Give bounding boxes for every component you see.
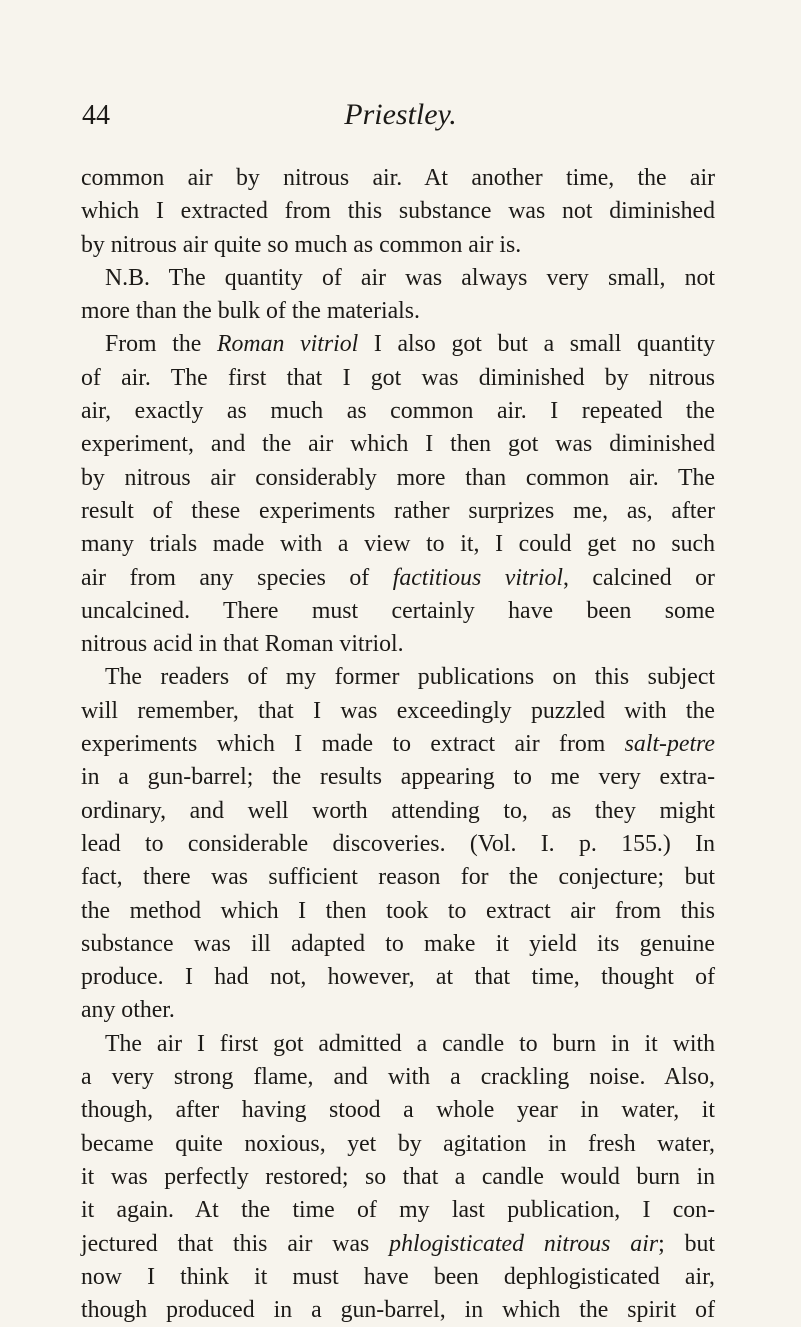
text-line: more than the bulk of the materials.	[81, 298, 421, 325]
text-line: experiments which I made to extract air from salt-petre	[81, 731, 715, 758]
text-line: any other.	[81, 997, 175, 1024]
text-line: by nitrous air considerably more than common air. The	[81, 464, 715, 491]
text-line: though, after having stood a whole year in water, it	[81, 1097, 715, 1124]
text-line: air, exactly as much as common air. I repeated the	[81, 398, 715, 425]
body-text	[81, 162, 715, 1327]
text-line: substance was ill adapted to make it yield its genuine	[81, 930, 715, 957]
text-line: From the Roman vitriol I also got but a small quantity	[105, 331, 716, 358]
text-line: The readers of my former publications on this subject	[105, 664, 715, 691]
text-line: became quite noxious, yet by agitation in fresh water,	[81, 1130, 715, 1157]
text-line: by nitrous air quite so much as common air is.	[81, 231, 522, 258]
text-line: it again. At the time of my last publication, I con-	[81, 1197, 715, 1224]
running-head: Priestley.	[344, 98, 457, 131]
text-line: nitrous acid in that Roman vitriol.	[81, 631, 404, 658]
text-line: jectured that this air was phlogisticated nitrous air; but	[81, 1230, 715, 1257]
text-line: will remember, that I was exceedingly puzzled with the	[81, 697, 715, 724]
text-line: the method which I then took to extract air from this	[81, 897, 715, 924]
text-line: N.B. The quantity of air was always very small, not	[105, 264, 715, 291]
text-line: fact, there was sufficient reason for the conjecture; but	[81, 864, 715, 891]
italic-term: Roman vitriol	[216, 331, 359, 358]
text-line: experiment, and the air which I then got was diminished	[81, 431, 715, 458]
text-line: ordinary, and well worth attending to, as they might	[81, 797, 715, 824]
text-line: produce. I had not, however, at that time, thought of	[81, 964, 715, 991]
italic-term: factitious vitriol	[392, 564, 563, 591]
text-line: lead to considerable discoveries. (Vol. I. p. 155.) In	[81, 830, 715, 857]
text-line: a very strong flame, and with a crackling noise. Also,	[81, 1064, 715, 1091]
text-line: of air. The first that I got was diminished by nitrous	[81, 364, 715, 391]
text-line: which I extracted from this substance was not diminished	[81, 198, 715, 225]
text-line: result of these experiments rather surprizes me, as, after	[81, 497, 715, 524]
text-line: though produced in a gun-barrel, in which the spirit of	[81, 1297, 715, 1324]
text-line: many trials made with a view to it, I could get no such	[81, 531, 715, 558]
text-line: it was perfectly restored; so that a candle would burn in	[81, 1163, 715, 1190]
text-line: now I think it must have been dephlogisticated air,	[81, 1263, 715, 1290]
text-line: common air by nitrous air. At another time, the air	[81, 165, 715, 191]
italic-term: phlogisticated nitrous air	[389, 1230, 659, 1257]
text-line: in a gun-barrel; the results appearing to me very extra-	[81, 764, 715, 791]
italic-term: salt-petre	[624, 731, 715, 758]
text-line: uncalcined. There must certainly have been some	[81, 597, 715, 624]
page-number: 44	[82, 100, 110, 131]
text-line: air from any species of factitious vitriol, calcined or	[81, 564, 715, 591]
text-line: The air I first got admitted a candle to burn in it with	[105, 1030, 715, 1057]
